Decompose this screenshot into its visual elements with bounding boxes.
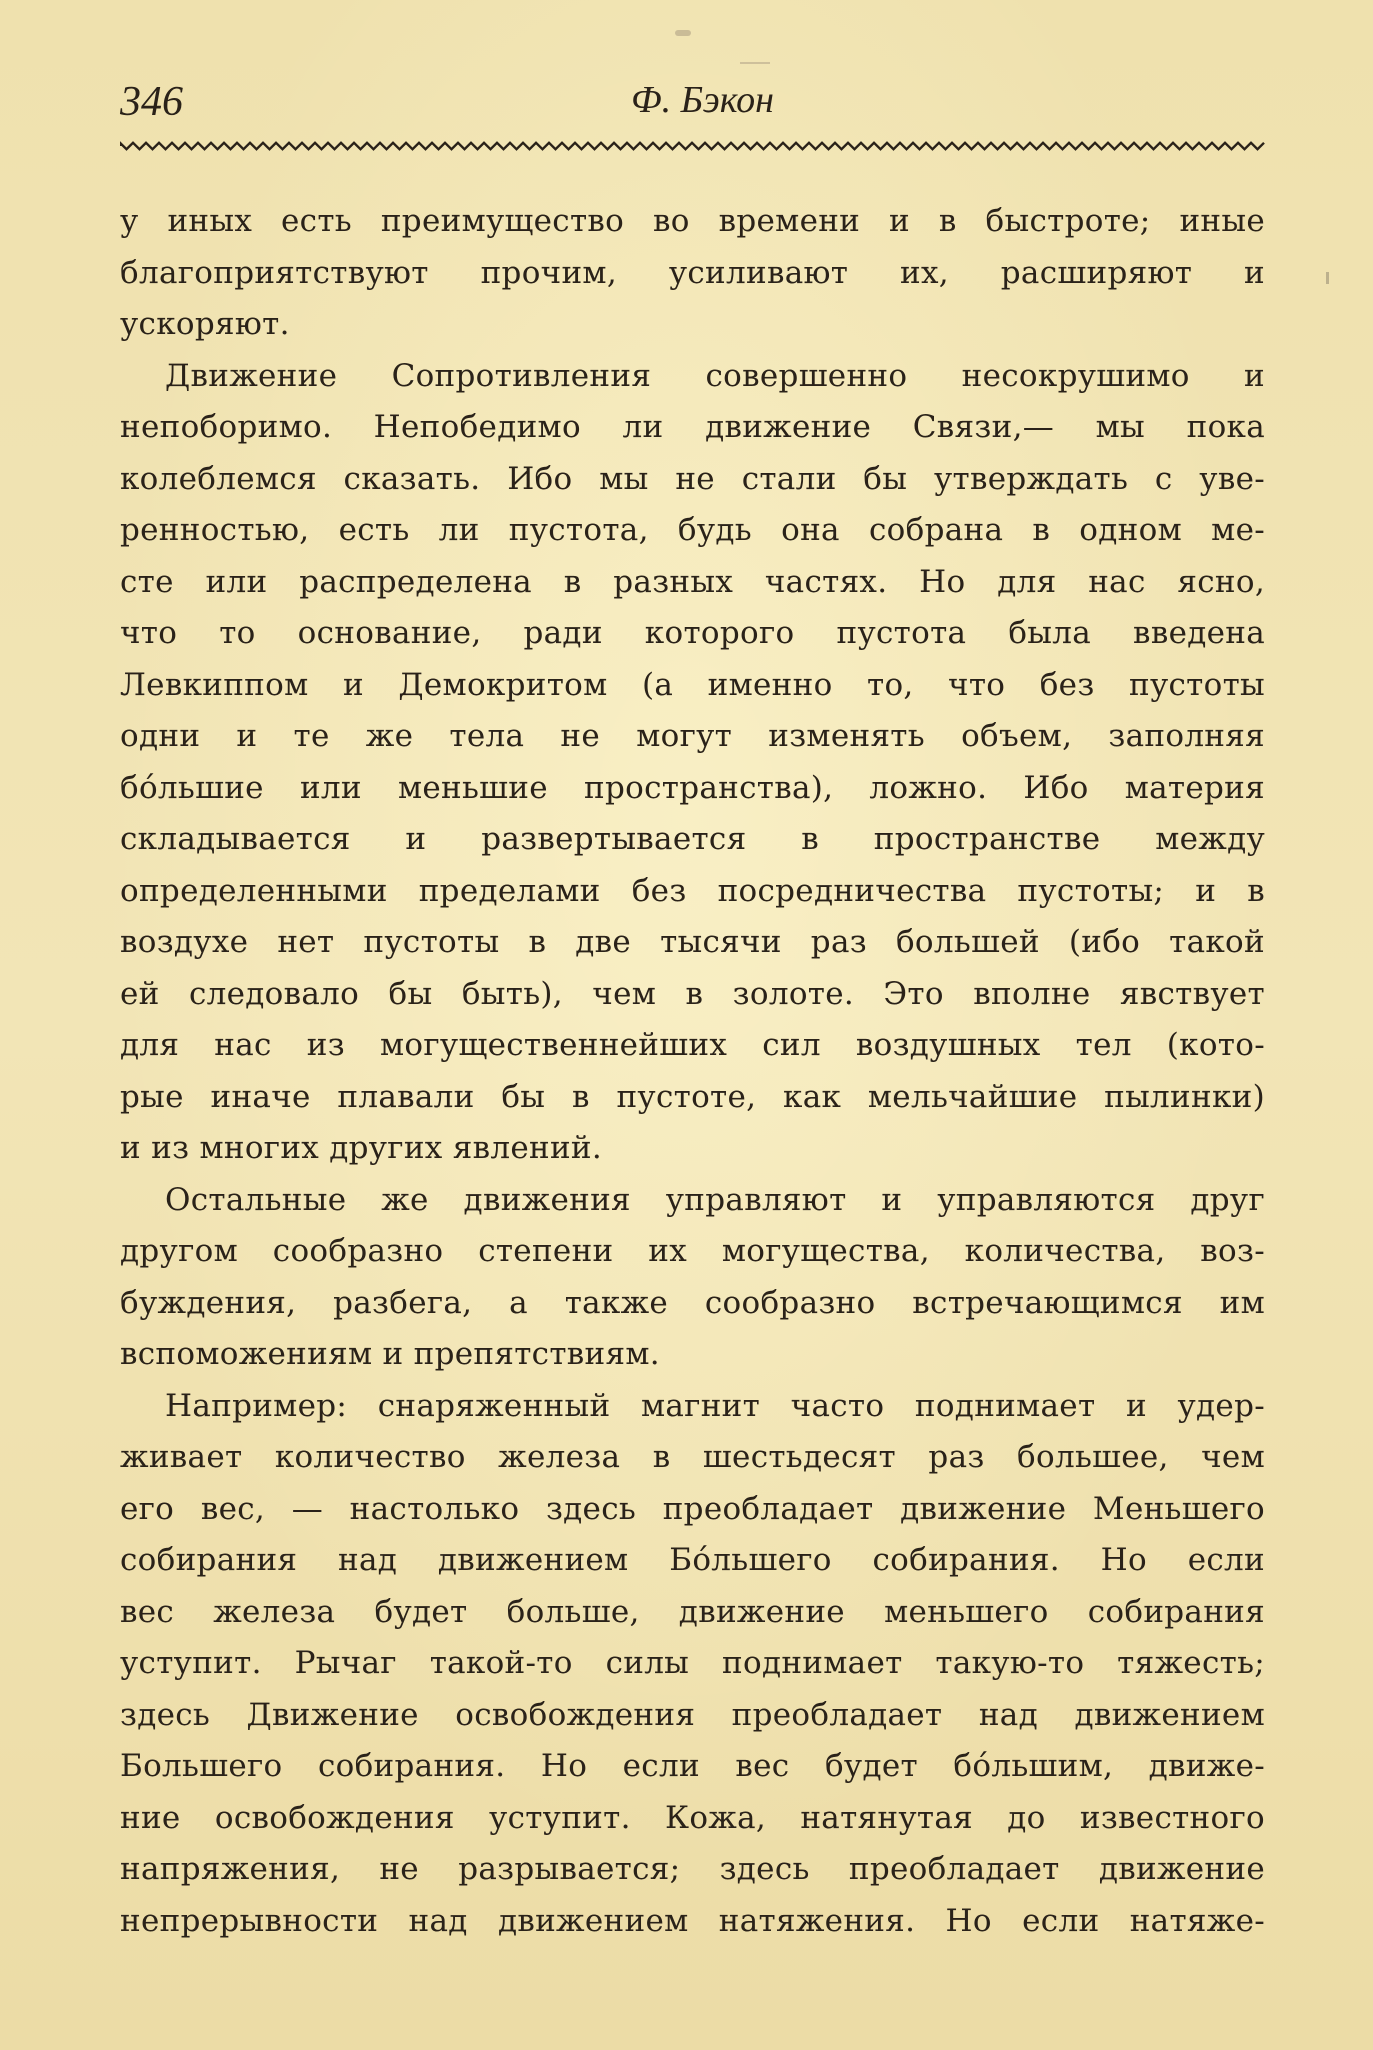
text-line: Остальные же движения управляют и управляются друг — [165, 1181, 1265, 1218]
text-line: непрерывности над движением натяжения. Но если натяже- — [120, 1902, 1265, 1939]
text-line: для нас из могущественнейших сил воздушных тел (кото- — [120, 1027, 1265, 1063]
text-line: и из многих других явлений. — [120, 1130, 603, 1166]
text-line: рые иначе плавали бы в пустоте, как мельчайшие пылинки) — [120, 1078, 1265, 1115]
text-line: воздухе нет пустоты в две тысячи раз большей (ибо такой — [120, 924, 1265, 960]
text-line: другом сообразно степени их могущества, количества, воз- — [120, 1233, 1265, 1269]
text-line: у иных есть преимущество во времени и в быстроте; иные — [120, 203, 1265, 239]
text-line: сте или распределена в разных частях. Но для нас ясно, — [120, 563, 1265, 600]
page-header — [120, 78, 1265, 138]
body-text — [120, 196, 1265, 1947]
page-number: 346 — [120, 79, 183, 125]
text-line: складывается и развертывается в пространстве между — [120, 821, 1265, 857]
text-line: определенными пределами без посредничества пустоты; и в — [120, 872, 1265, 909]
text-line: буждения, разбега, а также сообразно встречающимся им — [120, 1284, 1265, 1321]
text-line: Движение Сопротивления совершенно несокрушимо и — [165, 357, 1265, 394]
text-line: Левкиппом и Демокритом (а именно то, что без пустоты — [120, 666, 1265, 703]
text-line: что то основание, ради которого пустота была введена — [120, 615, 1265, 651]
text-line: ренностью, есть ли пустота, будь она собрана в одном ме- — [120, 512, 1265, 548]
text-line: благоприятствуют прочим, усиливают их, расширяют и — [120, 254, 1265, 291]
ornamental-rule — [120, 140, 1265, 152]
text-line: ние освобождения уступит. Кожа, натянутая до известного — [120, 1799, 1265, 1836]
text-line: ей следовало бы быть), чем в золоте. Это вполне явствует — [120, 975, 1265, 1012]
print-speck — [675, 30, 691, 36]
text-line: непоборимо. Непобедимо ли движение Связи,— мы пока — [120, 409, 1265, 445]
text-line: уступит. Рычаг такой-то силы поднимает такую-то тяжесть; — [120, 1645, 1265, 1681]
text-line: Большего собирания. Но если вес будет бóльшим, движе- — [120, 1748, 1265, 1784]
text-line: его вес, — настолько здесь преобладает движение Меньшего — [120, 1490, 1265, 1527]
text-line: колеблемся сказать. Ибо мы не стали бы утверждать с уве- — [120, 460, 1265, 497]
margin-speck — [1326, 272, 1329, 284]
text-line: ускоряют. — [120, 306, 290, 342]
text-line: бóльшие или меньшие пространства), ложно. Ибо материя — [120, 769, 1265, 806]
text-line: одни и те же тела не могут изменять объем, заполняя — [120, 718, 1265, 754]
text-line: собирания над движением Бóльшего собирания. Но если — [120, 1542, 1265, 1578]
print-dash — [740, 62, 770, 64]
text-line: вес железа будет больше, движение меньшего собирания — [120, 1593, 1265, 1630]
text-line: напряжения, не разрывается; здесь преобладает движение — [120, 1851, 1265, 1887]
text-line: вспоможениям и препятствиям. — [120, 1336, 660, 1372]
running-head: Ф. Бэкон — [631, 79, 774, 121]
text-line: здесь Движение освобождения преобладает над движением — [120, 1696, 1265, 1733]
text-line: Например: снаряженный магнит часто поднимает и удер- — [165, 1387, 1265, 1424]
text-line: живает количество железа в шестьдесят раз большее, чем — [120, 1439, 1265, 1475]
